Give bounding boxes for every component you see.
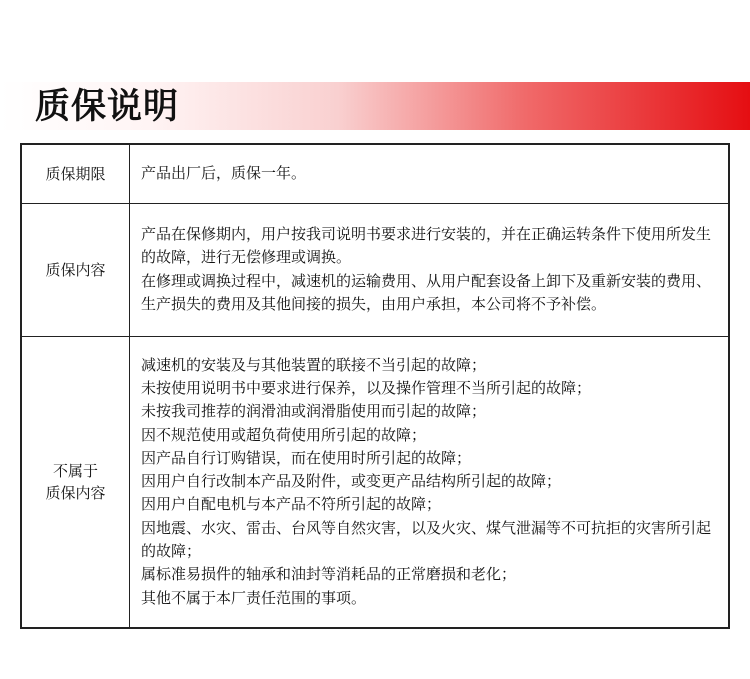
content-paragraph: 在修理或调换过程中，减速机的运输费用、从用户配套设备上卸下及重新安装的费用、生产损失的费用及其他间接的损失，由用户承担，本公司将不予补偿。 [141, 271, 712, 313]
content-item: 因地震、水灾、雷击、台风等自然灾害，以及火灾、煤气泄漏等不可抗拒的灾害所引起的故障； [141, 518, 712, 560]
content-item: 因用户自配电机与本产品不符所引起的故障； [141, 495, 442, 514]
row-label-text: 质保内容 [45, 260, 106, 279]
content-item: 因不规范使用或超负荷使用所引起的故障； [141, 425, 427, 444]
row-content [130, 336, 730, 628]
page-title: 质保说明 [35, 87, 180, 127]
row-content [130, 203, 730, 336]
content-item: 因用户自行改制本产品及附件，或变更产品结构所引起的故障； [141, 472, 562, 491]
content-item: 属标准易损件的轴承和油封等消耗品的正常磨损和老化； [141, 565, 517, 584]
row-label [21, 203, 130, 336]
table-row [21, 144, 729, 203]
content-item: 其他不属于本厂责任范围的事项。 [141, 588, 367, 607]
title-banner [0, 82, 750, 130]
row-label [21, 336, 130, 628]
table-row [21, 336, 729, 628]
row-label [21, 144, 130, 203]
row-label-text: 质保期限 [45, 164, 106, 183]
warranty-table [20, 143, 730, 629]
row-label-text: 质保内容 [45, 483, 106, 502]
content-item: 因产品自行订购错误，而在使用时所引起的故障； [141, 448, 472, 467]
content-item: 减速机的安装及与其他装置的联接不当引起的故障； [141, 355, 487, 374]
content-paragraph: 产品出厂后，质保一年。 [141, 164, 307, 183]
row-label-text: 不属于 [52, 461, 98, 480]
table-row [21, 203, 729, 336]
content-paragraph: 产品在保修期内，用户按我司说明书要求进行安装的，并在正确运转条件下使用所发生的故障，进行无偿修理或调换。 [141, 224, 712, 267]
row-content [130, 144, 730, 203]
content-item: 未按使用说明书中要求进行保养，以及操作管理不当所引起的故障； [141, 378, 592, 397]
content-item: 未按我司推荐的润滑油或润滑脂使用而引起的故障； [141, 402, 487, 421]
